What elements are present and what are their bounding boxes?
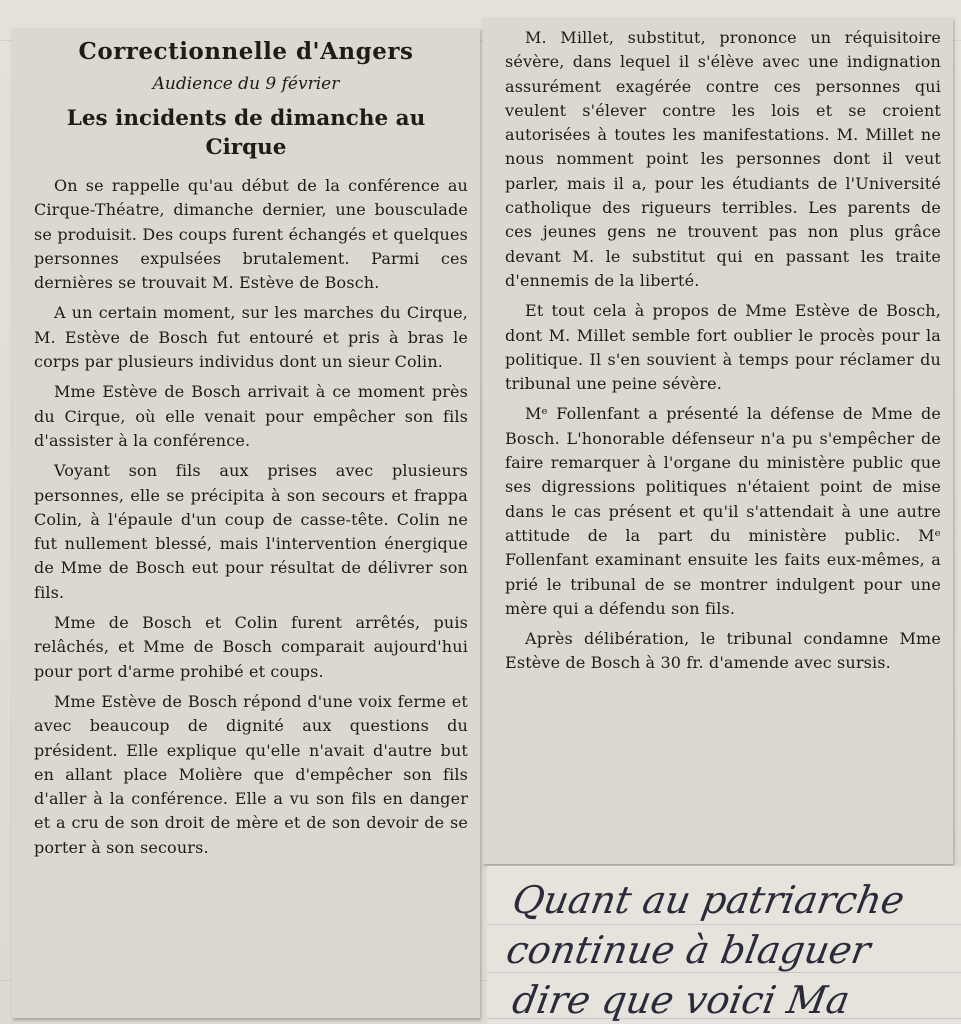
- handwriting-line: continue à blaguer: [503, 928, 874, 972]
- paragraph: Mme Estève de Bosch répond d'une voix ferme et avec beaucoup de dignité aux questions du président. Elle explique qu'elle n'avait d'autre but en allant place Molière que d'empêcher son fils d'aller à la conférence. Elle a vu son fils en danger et a cru de son droit de mère et de son devoir de se porter à son secours.: [34, 691, 468, 857]
- article-section-title: Correctionnelle d'Angers: [78, 38, 414, 65]
- ruled-line: [487, 924, 961, 925]
- paragraph: Et tout cela à propos de Mme Estève de Bosch, dont M. Millet semble fort oublier le procès pour la politique. Il s'en souvient à temps pour réclamer du tribunal une peine sévère.: [505, 301, 941, 394]
- newspaper-clipping-right: [483, 18, 953, 864]
- handwritten-letter: [487, 866, 961, 1024]
- paragraph: Mᵉ Follenfant a présenté la défense de Mme de Bosch. L'honorable défenseur n'a pu s'empêcher de faire remarquer à l'organe du ministère public que ses digressions politiques n'étaient point de mise dans le cas présent et qu'il s'attendait à une autre attitude de la part du ministère public. Mᵉ Follenfant examinant ensuite les faits eux-mêmes, a prié le tribunal de se montrer indulgent pour une mère qui a défendu son fils.: [505, 404, 941, 618]
- article-body-left: [34, 174, 468, 866]
- paragraph: Mme Estève de Bosch arrivait à ce moment près du Cirque, où elle venait pour empêcher son fils d'assister à la conférence.: [34, 382, 468, 450]
- newspaper-clipping-left: [12, 28, 480, 1018]
- paragraph: A un certain moment, sur les marches du Cirque, M. Estève de Bosch fut entouré et pris à bras le corps par plusieurs individus dont un sieur Colin.: [34, 303, 468, 372]
- article-headline: Les incidents de dimanche au Cirque: [66, 106, 426, 160]
- handwriting-line: Quant au patriarche: [509, 878, 908, 922]
- paragraph: Mme de Bosch et Colin furent arrêtés, puis relâchés, et Mme de Bosch comparait aujourd'hui pour port d'arme prohibé et coups.: [34, 613, 468, 681]
- article-body-right: [505, 26, 941, 682]
- paragraph: On se rappelle qu'au début de la conférence au Cirque-Théatre, dimanche dernier, une bousculade se produisit. Des coups furent échangés et quelques personnes expulsées brutalement. Parmi ces dernières se trouvait M. Estève de Bosch.: [34, 176, 468, 293]
- paragraph: M. Millet, substitut, prononce un réquisitoire sévère, dans lequel il s'élève avec une indignation assurément exagérée contre ces personnes qui veulent s'élever contre les lois et se croient autorisées à toutes les manifestations. M. Millet ne nous nomment point les personnes dont il veut parler, mais il a, pour les étudiants de l'Université catholique des rigueurs terribles. Les parents de ces jeunes gens ne trouvent pas non plus grâce devant M. le substitut qui en passant les traite d'ennemis de la liberté.: [505, 28, 941, 290]
- paragraph: Voyant son fils aux prises avec plusieurs personnes, elle se précipita à son secours et frappa Colin, à l'épaule d'un coup de casse-tête. Colin ne fut nullement blessé, mais l'intervention énergique de Mme de Bosch eut pour résultat de délivrer son fils.: [34, 461, 468, 602]
- paragraph: Après délibération, le tribunal condamne Mme Estève de Bosch à 30 fr. d'amende avec sursis.: [505, 629, 941, 673]
- handwriting-line: dire que voici Ma: [509, 978, 854, 1022]
- article-hearing-date: Audience du 9 février: [152, 74, 340, 94]
- ruled-line: [487, 972, 961, 973]
